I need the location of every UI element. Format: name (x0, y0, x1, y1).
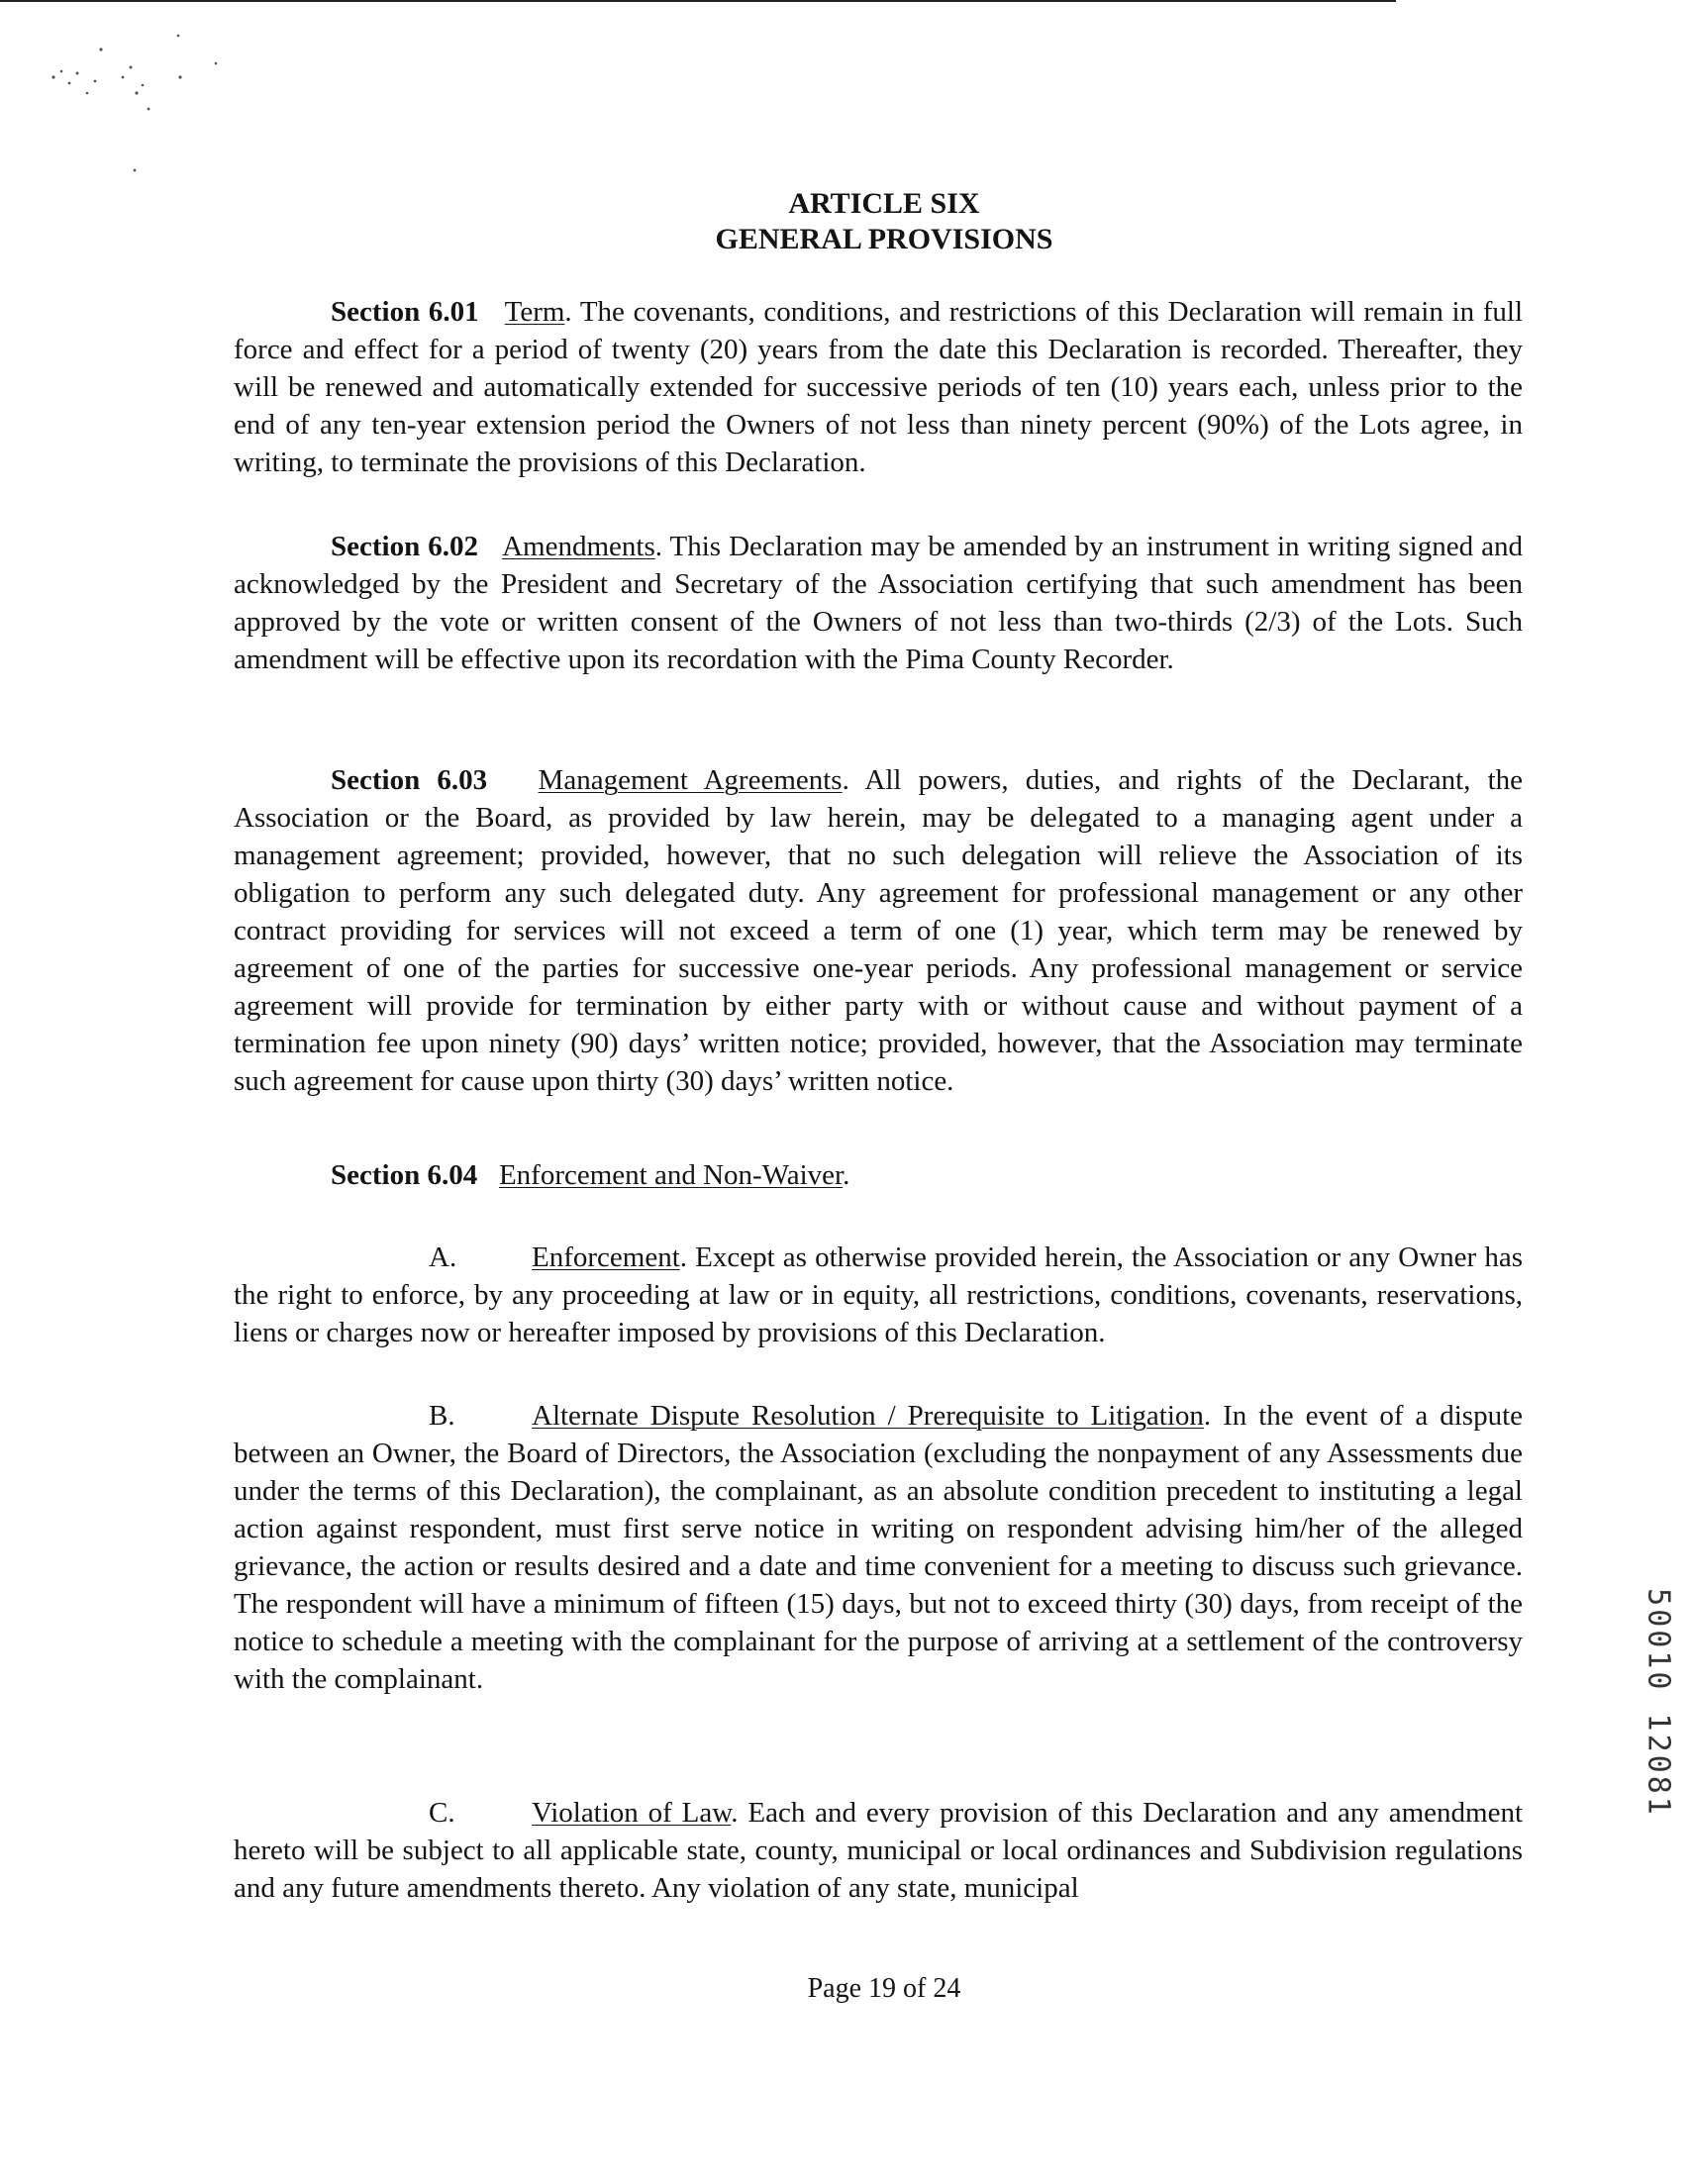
section-6-02-paragraph (234, 528, 1523, 678)
document-number-text: 50010 12081 (1641, 1588, 1676, 1818)
scan-specks (40, 20, 376, 188)
subsection-title: Enforcement (532, 1241, 680, 1273)
subsection-title: Violation of Law (532, 1797, 732, 1829)
section-body: . The covenants, conditions, and restrictions of this Declaration will remain in full force and effect for a period of twenty (20) years from the date this Declaration is recorded. Thereafter, they will be renewed and automatically extended for successive periods of ten (10) years each, unless prior to the end of any ten-year extension period the Owners of not less than ninety percent (90%) of the Lots agree, in writing, to terminate the provisions of this Declaration. (234, 296, 1524, 478)
subsection-letter: B. (429, 1400, 455, 1432)
section-label: Section 6.03 (331, 764, 488, 796)
page-number: Page 19 of 24 (807, 1973, 961, 2004)
section-6-04-heading (234, 1156, 1523, 1194)
section-6-01-paragraph (234, 293, 1523, 481)
section-title: Term (504, 296, 565, 328)
section-label: Section 6.01 (331, 296, 479, 328)
subsection-body: . Except as otherwise provided herein, the Association or any Owner has the right to enforce, by any proceeding at law or in equity, all restrictions, conditions, covenants, reservations, liens or charges now or hereafter imposed by provisions of this Declaration. (234, 1241, 1523, 1348)
section-6-03-paragraph (234, 761, 1523, 1100)
subsection-body: . In the event of a dispute between an Owner, the Board of Directors, the Association (excluding the nonpayment of any Assessments due under the terms of this Declaration), the complainant, as an absolute condition precedent to instituting a legal action against respondent, must first serve notice in writing on respondent advising him/her of the alleged grievance, the action or results desired and a date and time convenient for a meeting to discuss such grievance. The respondent will have a minimum of fifteen (15) days, but not to exceed thirty (30) days, from receipt of the notice to schedule a meeting with the complainant for the purpose of arriving at a settlement of the controversy with the complainant. (234, 1400, 1523, 1695)
subsection-b-paragraph (234, 1397, 1523, 1698)
document-number-stamp (1639, 1584, 1678, 1822)
section-label: Section 6.02 (331, 531, 478, 562)
article-number-heading: ARTICLE SIX (788, 187, 980, 220)
section-body: . All powers, duties, and rights of the Declarant, the Association or the Board, as provided by law herein, may be delegated to a managing agent under a management agreement; provided, however, that no such delegation will relieve the Association of its obligation to perform any such delegated duty. Any agreement for professional management or any other contract providing for services will not exceed a term of one (1) year, which term may be renewed by agreement of one of the parties for successive one-year periods. Any professional management or service agreement will provide for termination by either party with or without cause and without payment of a termination fee upon ninety (90) days’ written notice; provided, however, that the Association may terminate such agreement for cause upon thirty (30) days’ written notice. (234, 764, 1523, 1097)
article-title-heading: GENERAL PROVISIONS (715, 223, 1053, 255)
subsection-letter: C. (429, 1797, 455, 1829)
subsection-letter: A. (429, 1241, 457, 1273)
top-border-line (0, 0, 1396, 2)
subsection-a-paragraph (234, 1239, 1523, 1351)
section-title-punct: . (843, 1159, 850, 1191)
subsection-c-paragraph (234, 1794, 1523, 1907)
subsection-title: Alternate Dispute Resolution / Prerequisite to Litigation (532, 1400, 1204, 1432)
section-title: Amendments (502, 531, 655, 562)
section-title: Management Agreements (538, 764, 843, 796)
section-body: . This Declaration may be amended by an instrument in writing signed and acknowledged by the President and Secretary of the Association certifying that such amendment has been approved by the vote or written consent of the Owners of not less than two-thirds (2/3) of the Lots. Such amendment will be effective upon its recordation with the Pima County Recorder. (234, 531, 1524, 675)
subsection-body: . Each and every provision of this Declaration and any amendment hereto will be subject to all applicable state, county, municipal or local ordinances and Subdivision regulations and any future amendments thereto. Any violation of any state, municipal (234, 1797, 1523, 1904)
section-label: Section 6.04 (331, 1159, 478, 1191)
section-title: Enforcement and Non-Waiver (498, 1159, 844, 1191)
